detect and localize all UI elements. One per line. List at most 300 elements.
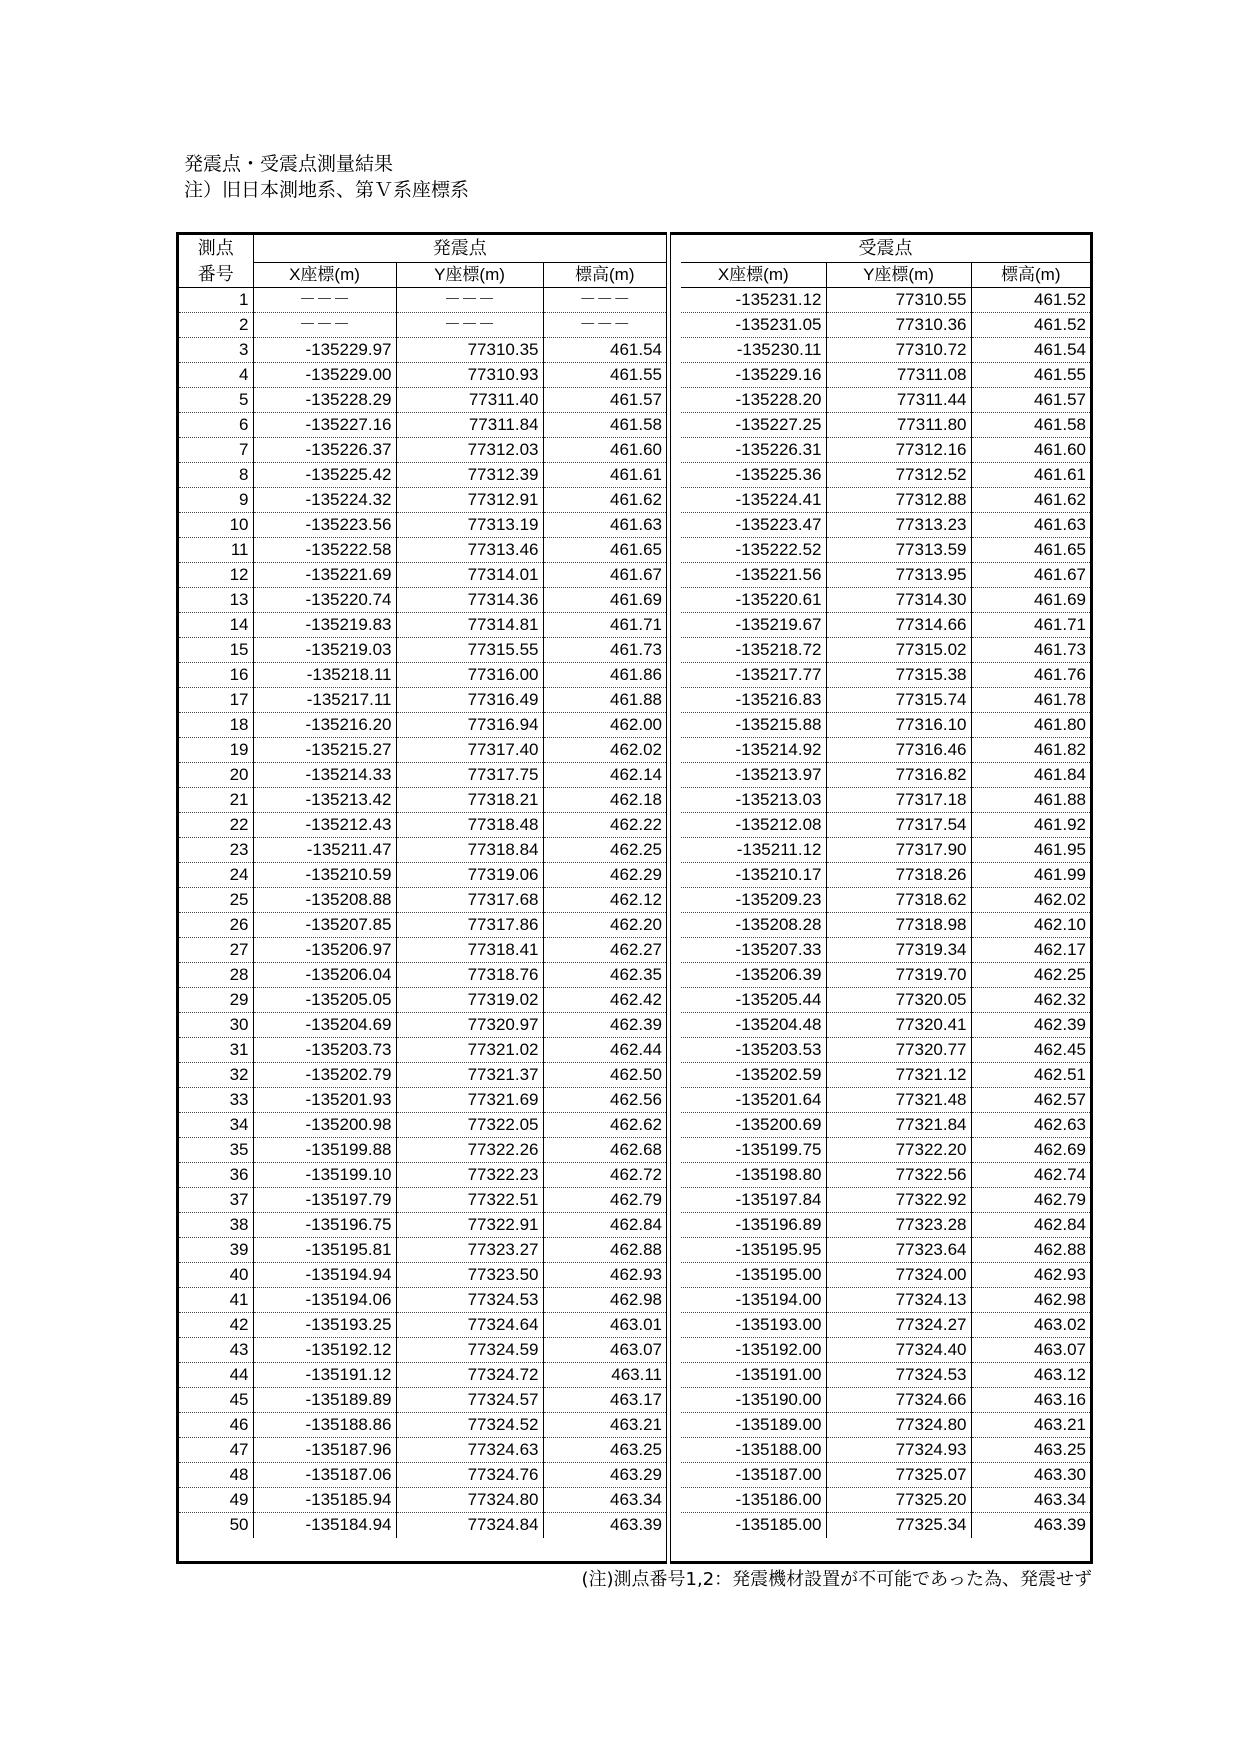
table-cell: 77318.98 — [826, 913, 971, 938]
point-number-cell: 41 — [179, 1288, 253, 1313]
table-cell: 77313.23 — [826, 513, 971, 538]
table-cell: 463.17 — [543, 1388, 666, 1413]
table-cell: -135194.06 — [253, 1288, 396, 1313]
table-cell: 77317.54 — [826, 813, 971, 838]
table-cell: -135222.58 — [253, 538, 396, 563]
point-number-cell: 2 — [179, 313, 253, 338]
table-cell: 77317.90 — [826, 838, 971, 863]
point-number-cell: 50 — [179, 1513, 253, 1538]
table-row — [179, 713, 1090, 738]
table-cell: 77319.02 — [396, 988, 543, 1013]
table-cell: 77310.36 — [826, 313, 971, 338]
table-cell: 461.99 — [971, 863, 1090, 888]
table-cell: 77316.82 — [826, 763, 971, 788]
table-cell: 461.78 — [971, 688, 1090, 713]
table-cell: -135194.94 — [253, 1263, 396, 1288]
table-cell: 461.80 — [971, 713, 1090, 738]
table-cell: 463.25 — [971, 1438, 1090, 1463]
table-cell: -135199.88 — [253, 1138, 396, 1163]
table-cell: -135186.00 — [681, 1488, 826, 1513]
table-row — [179, 1313, 1090, 1338]
table-cell: 461.62 — [971, 488, 1090, 513]
table-cell: 77311.44 — [826, 388, 971, 413]
table-row — [179, 1163, 1090, 1188]
table-row — [179, 1138, 1090, 1163]
table-cell: 77316.49 — [396, 688, 543, 713]
table-row — [179, 1463, 1090, 1488]
table-cell: 462.57 — [971, 1088, 1090, 1113]
table-cell: -135197.84 — [681, 1188, 826, 1213]
table-cell: -135187.96 — [253, 1438, 396, 1463]
table-cell: 462.98 — [543, 1288, 666, 1313]
table-cell: -135229.16 — [681, 363, 826, 388]
table-row — [179, 1013, 1090, 1038]
table-cell: 462.56 — [543, 1088, 666, 1113]
point-number-cell: 40 — [179, 1263, 253, 1288]
table-row — [179, 1438, 1090, 1463]
table-cell: 77315.38 — [826, 663, 971, 688]
point-number-cell: 19 — [179, 738, 253, 763]
table-cell: 462.93 — [971, 1263, 1090, 1288]
table-row — [179, 288, 1090, 313]
point-number-cell: 21 — [179, 788, 253, 813]
table-cell: 461.65 — [543, 538, 666, 563]
table-cell: 462.35 — [543, 963, 666, 988]
table-cell: 77314.01 — [396, 563, 543, 588]
table-cell: -135195.95 — [681, 1238, 826, 1263]
table-row — [179, 613, 1090, 638]
table-cell: 77316.10 — [826, 713, 971, 738]
table-cell: 461.71 — [543, 613, 666, 638]
table-cell: 463.01 — [543, 1313, 666, 1338]
table-cell: 461.52 — [971, 288, 1090, 313]
point-number-cell: 48 — [179, 1463, 253, 1488]
table-cell: 461.52 — [971, 313, 1090, 338]
table-cell: -135217.11 — [253, 688, 396, 713]
table-cell: 463.07 — [543, 1338, 666, 1363]
table-cell: -135196.75 — [253, 1213, 396, 1238]
table-cell: 77315.02 — [826, 638, 971, 663]
table-cell: 77321.02 — [396, 1038, 543, 1063]
table-row — [179, 588, 1090, 613]
table-cell: 77324.40 — [826, 1338, 971, 1363]
table-cell: 77325.07 — [826, 1463, 971, 1488]
table-cell: -135207.85 — [253, 913, 396, 938]
table-row — [179, 1288, 1090, 1313]
point-number-cell: 25 — [179, 888, 253, 913]
table-cell: 463.34 — [971, 1488, 1090, 1513]
table-cell: 461.69 — [543, 588, 666, 613]
table-cell: 77316.46 — [826, 738, 971, 763]
table-cell: -135187.00 — [681, 1463, 826, 1488]
table-cell: -135218.11 — [253, 663, 396, 688]
point-number-cell: 34 — [179, 1113, 253, 1138]
table-cell: 461.76 — [971, 663, 1090, 688]
table-cell: 462.98 — [971, 1288, 1090, 1313]
table-cell: 77310.35 — [396, 338, 543, 363]
table-cell: 77316.94 — [396, 713, 543, 738]
table-cell: 77310.55 — [826, 288, 971, 313]
table-cell: 77324.63 — [396, 1438, 543, 1463]
table-cell: -135212.43 — [253, 813, 396, 838]
table-row — [179, 1513, 1090, 1538]
table-cell: -135221.56 — [681, 563, 826, 588]
table-cell: -135216.83 — [681, 688, 826, 713]
point-number-cell: 39 — [179, 1238, 253, 1263]
table-cell: 77318.62 — [826, 888, 971, 913]
table-cell: -135204.69 — [253, 1013, 396, 1038]
table-cell: 77323.50 — [396, 1263, 543, 1288]
point-number-cell: 8 — [179, 463, 253, 488]
table-cell: 77316.00 — [396, 663, 543, 688]
point-number-cell: 28 — [179, 963, 253, 988]
table-cell: -135201.93 — [253, 1088, 396, 1113]
table-cell: 77315.74 — [826, 688, 971, 713]
table-cell: -135192.12 — [253, 1338, 396, 1363]
table-cell: 463.39 — [1034, 1515, 1086, 1535]
table-cell: 462.25 — [971, 963, 1090, 988]
table-cell: 461.57 — [543, 388, 666, 413]
table-cell: 77324.64 — [396, 1313, 543, 1338]
point-number-cell: 17 — [179, 688, 253, 713]
table-cell: 77324.52 — [396, 1413, 543, 1438]
table-cell: 462.02 — [543, 738, 666, 763]
point-number-cell: 24 — [179, 863, 253, 888]
table-cell: －－－ — [253, 288, 396, 313]
table-cell: 461.60 — [543, 438, 666, 463]
table-cell: -135204.48 — [681, 1013, 826, 1038]
point-number-cell: 1 — [179, 288, 253, 313]
table-cell: -135185.94 — [253, 1488, 396, 1513]
table-cell: 461.54 — [971, 338, 1090, 363]
table-cell: 77315.55 — [396, 638, 543, 663]
table-cell: -135206.04 — [253, 963, 396, 988]
table-cell: 77322.05 — [396, 1113, 543, 1138]
table-cell: -135189.89 — [253, 1388, 396, 1413]
table-cell: -135228.20 — [681, 388, 826, 413]
table-cell: 77324.53 — [826, 1363, 971, 1388]
table-cell: 461.88 — [543, 688, 666, 713]
table-cell: 77312.88 — [826, 488, 971, 513]
table-row — [179, 1488, 1090, 1513]
receiver-point-header: 受震点 — [681, 235, 1090, 262]
point-number-cell: 10 — [179, 513, 253, 538]
column-header: X座標(m) — [253, 262, 396, 287]
table-cell: 462.51 — [971, 1063, 1090, 1088]
table-cell: 77318.21 — [396, 788, 543, 813]
point-number-cell: 36 — [179, 1163, 253, 1188]
table-row — [179, 913, 1090, 938]
table-cell: 77313.19 — [396, 513, 543, 538]
table-row — [179, 1063, 1090, 1088]
table-cell: -135184.94 — [253, 1513, 396, 1538]
table-cell: -135203.53 — [681, 1038, 826, 1063]
table-row — [179, 788, 1090, 813]
table-cell: 77325.20 — [826, 1488, 971, 1513]
table-row — [179, 813, 1090, 838]
table-cell: 461.54 — [543, 338, 666, 363]
table-cell: -135203.73 — [253, 1038, 396, 1063]
table-row — [179, 388, 1090, 413]
table-cell: 77320.97 — [396, 1013, 543, 1038]
table-cell: 77322.20 — [826, 1138, 971, 1163]
table-cell: 77314.66 — [826, 613, 971, 638]
table-cell: 461.86 — [543, 663, 666, 688]
table-cell: -135211.47 — [253, 838, 396, 863]
point-number-cell: 14 — [179, 613, 253, 638]
table-cell: 77317.68 — [396, 888, 543, 913]
column-header: Y座標(m) — [826, 262, 971, 287]
table-row — [179, 988, 1090, 1013]
table-cell: 77310.72 — [826, 338, 971, 363]
point-number-cell: 11 — [179, 538, 253, 563]
table-cell: 77313.46 — [396, 538, 543, 563]
point-number-cell: 16 — [179, 663, 253, 688]
table-cell: 77318.26 — [826, 863, 971, 888]
table-cell: -135222.52 — [681, 538, 826, 563]
footnote: (注)測点番号1,2：発震機材設置が不可能であった為、発震せず — [581, 1569, 1092, 1590]
table-cell: 462.12 — [543, 888, 666, 913]
table-row — [179, 838, 1090, 863]
table-cell: 463.16 — [971, 1388, 1090, 1413]
table-cell: 77324.84 — [396, 1513, 543, 1538]
table-cell: -135220.74 — [253, 588, 396, 613]
point-number-cell: 13 — [179, 588, 253, 613]
table-row — [179, 313, 1090, 338]
table-cell: -135205.05 — [253, 988, 396, 1013]
table-cell: 462.45 — [971, 1038, 1090, 1063]
table-cell: 77320.05 — [826, 988, 971, 1013]
table-cell: 77320.41 — [826, 1013, 971, 1038]
table-cell: 462.00 — [543, 713, 666, 738]
table-cell: -135199.10 — [253, 1163, 396, 1188]
table-cell: -135205.44 — [681, 988, 826, 1013]
table-cell: -135214.33 — [253, 763, 396, 788]
table-row — [179, 1263, 1090, 1288]
table-cell: 77321.69 — [396, 1088, 543, 1113]
table-cell: -135224.41 — [681, 488, 826, 513]
table-cell: 462.39 — [971, 1013, 1090, 1038]
table-row — [179, 688, 1090, 713]
table-cell: 77324.66 — [826, 1388, 971, 1413]
table-cell: -135227.25 — [681, 413, 826, 438]
table-cell: -135208.88 — [253, 888, 396, 913]
table-cell: 463.30 — [971, 1463, 1090, 1488]
table-cell: -135213.97 — [681, 763, 826, 788]
table-row — [179, 638, 1090, 663]
table-row — [179, 1238, 1090, 1263]
table-cell: 463.07 — [971, 1338, 1090, 1363]
table-cell: 77318.48 — [396, 813, 543, 838]
table-cell: -135195.81 — [253, 1238, 396, 1263]
table-cell: -135195.00 — [681, 1263, 826, 1288]
point-number-cell: 23 — [179, 838, 253, 863]
table-cell: -135217.77 — [681, 663, 826, 688]
table-cell: -135223.56 — [253, 513, 396, 538]
table-cell: -135193.00 — [681, 1313, 826, 1338]
table-cell: -135227.16 — [253, 413, 396, 438]
table-cell: -135194.00 — [681, 1288, 826, 1313]
column-header: 標高(m) — [543, 262, 666, 287]
table-row — [179, 938, 1090, 963]
table-cell: -135202.59 — [681, 1063, 826, 1088]
table-row — [179, 563, 1090, 588]
table-cell: -135218.72 — [681, 638, 826, 663]
table-row — [179, 413, 1090, 438]
table-cell: －－－ — [396, 288, 543, 313]
table-cell: -135192.00 — [681, 1338, 826, 1363]
table-cell: 463.34 — [543, 1488, 666, 1513]
column-group-separator — [666, 232, 671, 1564]
table-cell: 462.69 — [971, 1138, 1090, 1163]
table-cell: -135210.17 — [681, 863, 826, 888]
table-cell: 462.84 — [543, 1213, 666, 1238]
table-cell: 77311.08 — [826, 363, 971, 388]
point-number-cell: 44 — [179, 1363, 253, 1388]
table-cell: 77312.03 — [396, 438, 543, 463]
table-cell: 77319.06 — [396, 863, 543, 888]
point-number-cell: 33 — [179, 1088, 253, 1113]
table-cell: 462.42 — [543, 988, 666, 1013]
table-cell: 77317.18 — [826, 788, 971, 813]
table-cell: 77325.34 — [826, 1513, 971, 1538]
table-cell: 77321.48 — [826, 1088, 971, 1113]
table-cell: 462.84 — [971, 1213, 1090, 1238]
table-cell: -135213.42 — [253, 788, 396, 813]
point-number-cell: 15 — [179, 638, 253, 663]
table-cell: -135207.33 — [681, 938, 826, 963]
table-cell: -135231.12 — [681, 288, 826, 313]
table-cell: 77324.59 — [396, 1338, 543, 1363]
point-number-cell: 35 — [179, 1138, 253, 1163]
table-cell: 461.58 — [543, 413, 666, 438]
table-row — [179, 463, 1090, 488]
point-number-cell: 49 — [179, 1488, 253, 1513]
table-cell: 461.73 — [971, 638, 1090, 663]
table-cell: -135210.59 — [253, 863, 396, 888]
table-cell: 462.74 — [971, 1163, 1090, 1188]
table-cell: 461.55 — [543, 363, 666, 388]
table-cell: 462.63 — [971, 1113, 1090, 1138]
table-cell: -135206.39 — [681, 963, 826, 988]
table-cell: 77321.84 — [826, 1113, 971, 1138]
table-cell: 77313.59 — [826, 538, 971, 563]
table-cell: 461.60 — [971, 438, 1090, 463]
table-cell: 77310.93 — [396, 363, 543, 388]
table-cell: -135226.37 — [253, 438, 396, 463]
table-cell: 463.12 — [971, 1363, 1090, 1388]
table-cell: 461.67 — [543, 563, 666, 588]
table-cell: 463.11 — [543, 1363, 666, 1388]
table-row — [179, 1388, 1090, 1413]
table-cell: 462.88 — [971, 1238, 1090, 1263]
point-number-cell: 5 — [179, 388, 253, 413]
table-cell: 461.69 — [971, 588, 1090, 613]
table-cell: 77314.36 — [396, 588, 543, 613]
table-row — [179, 888, 1090, 913]
table-cell: 77322.91 — [396, 1213, 543, 1238]
table-cell: -135215.88 — [681, 713, 826, 738]
table-cell: 462.14 — [543, 763, 666, 788]
table-cell: -135219.83 — [253, 613, 396, 638]
table-cell: 77324.57 — [396, 1388, 543, 1413]
table-cell: -135191.00 — [681, 1363, 826, 1388]
table-cell: 462.27 — [543, 938, 666, 963]
table-cell: 461.61 — [543, 463, 666, 488]
table-cell: 77312.91 — [396, 488, 543, 513]
point-number-cell: 9 — [179, 488, 253, 513]
table-cell: -135188.00 — [681, 1438, 826, 1463]
table-cell: 462.10 — [971, 913, 1090, 938]
table-cell: 462.93 — [543, 1263, 666, 1288]
table-cell: -135189.00 — [681, 1413, 826, 1438]
point-number-cell: 37 — [179, 1188, 253, 1213]
table-cell: -135214.92 — [681, 738, 826, 763]
point-number-cell: 38 — [179, 1213, 253, 1238]
table-cell: 77324.93 — [826, 1438, 971, 1463]
table-cell: -135213.03 — [681, 788, 826, 813]
table-cell: -135230.11 — [681, 338, 826, 363]
table-cell: -135225.36 — [681, 463, 826, 488]
table-cell: -135196.89 — [681, 1213, 826, 1238]
table-cell: 77323.64 — [826, 1238, 971, 1263]
table-cell: 77318.41 — [396, 938, 543, 963]
table-cell: 77324.80 — [826, 1413, 971, 1438]
table-cell: 462.22 — [543, 813, 666, 838]
table-cell: 462.17 — [971, 938, 1090, 963]
table-cell: 462.79 — [971, 1188, 1090, 1213]
table-cell: 77321.37 — [396, 1063, 543, 1088]
table-cell: 77318.76 — [396, 963, 543, 988]
table-cell: 461.65 — [971, 538, 1090, 563]
table-row — [179, 338, 1090, 363]
table-cell: -135219.03 — [253, 638, 396, 663]
table-cell: -135208.28 — [681, 913, 826, 938]
table-cell: 461.82 — [971, 738, 1090, 763]
table-cell: 77322.23 — [396, 1163, 543, 1188]
table-cell: -135200.69 — [681, 1113, 826, 1138]
page-title: 発震点・受震点測量結果 — [184, 153, 394, 175]
point-number-cell: 12 — [179, 563, 253, 588]
table-cell: -135216.20 — [253, 713, 396, 738]
table-cell: 461.73 — [543, 638, 666, 663]
table-row — [179, 1413, 1090, 1438]
table-cell: 462.44 — [543, 1038, 666, 1063]
table-cell: 77311.40 — [396, 388, 543, 413]
table-cell: 462.32 — [971, 988, 1090, 1013]
table-cell: -135198.80 — [681, 1163, 826, 1188]
table-cell: 463.02 — [971, 1313, 1090, 1338]
table-cell: 77320.77 — [826, 1038, 971, 1063]
table-cell: 461.63 — [543, 513, 666, 538]
table-cell: －－－ — [253, 313, 396, 338]
table-cell: 463.39 — [610, 1515, 662, 1535]
table-row — [179, 1088, 1090, 1113]
table-row — [179, 663, 1090, 688]
table-cell: 461.92 — [971, 813, 1090, 838]
table-cell: -135201.64 — [681, 1088, 826, 1113]
table-cell: 77314.81 — [396, 613, 543, 638]
table-cell: -135229.00 — [253, 363, 396, 388]
table-cell: 462.29 — [543, 863, 666, 888]
table-cell: 77314.30 — [826, 588, 971, 613]
table-cell: 77322.51 — [396, 1188, 543, 1213]
point-number-cell: 29 — [179, 988, 253, 1013]
table-cell: 462.79 — [543, 1188, 666, 1213]
table-cell: 77324.72 — [396, 1363, 543, 1388]
table-cell: 77322.56 — [826, 1163, 971, 1188]
table-cell: -135200.98 — [253, 1113, 396, 1138]
